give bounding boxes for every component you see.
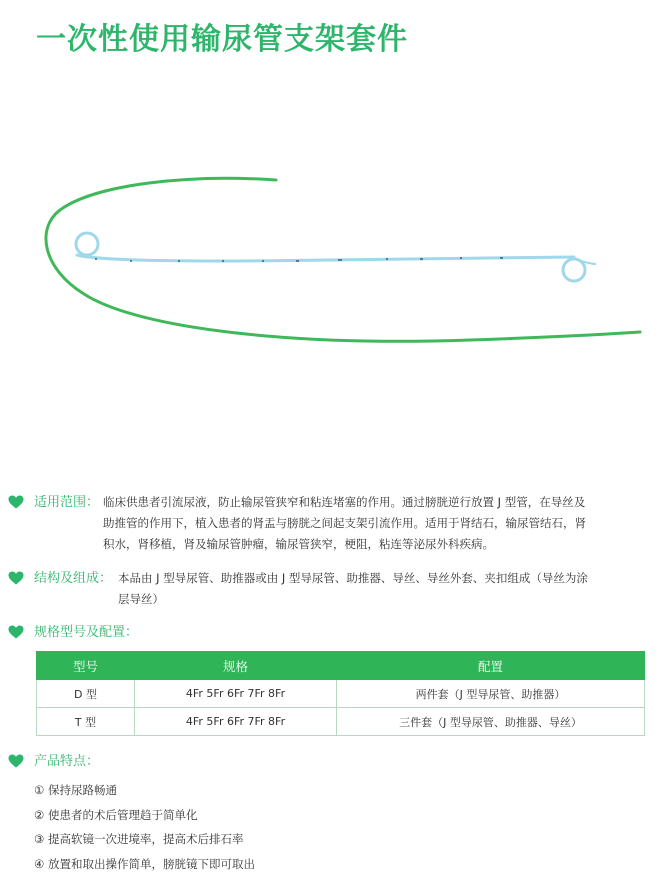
section-features bbox=[8, 751, 645, 773]
table-header-row bbox=[37, 652, 645, 680]
stent-tube bbox=[77, 255, 574, 261]
heart-icon bbox=[8, 625, 24, 639]
structure-line-2: 层导丝） bbox=[118, 592, 164, 606]
list-item: ② 使患者的术后管理趋于简单化 bbox=[34, 807, 198, 822]
section-structure bbox=[8, 568, 645, 612]
table-row bbox=[37, 708, 645, 736]
list-item: ③ 提高软镜一次进境率，提高术后排石率 bbox=[34, 832, 244, 846]
section-spec bbox=[8, 622, 645, 644]
heart-icon bbox=[8, 754, 24, 768]
stent-pigtail-right bbox=[563, 259, 585, 281]
column-header: 规格 bbox=[135, 652, 337, 680]
column-header: 型号 bbox=[37, 652, 135, 680]
section-scope bbox=[8, 492, 645, 556]
feature-list bbox=[34, 778, 255, 872]
spec-table bbox=[36, 651, 645, 736]
table-cell: T 型 bbox=[37, 708, 135, 736]
table-row bbox=[37, 680, 645, 708]
structure-line-1: 本品由 J 型导尿管、助推器或由 J 型导尿管、助推器、导丝、导丝外套、夹扣组成（导丝为涂 bbox=[118, 571, 588, 585]
column-header: 配置 bbox=[337, 652, 645, 680]
table-cell: 4Fr 5Fr 6Fr 7Fr 8Fr bbox=[135, 708, 337, 736]
section-heading: 产品特点： bbox=[34, 754, 100, 769]
list-item: ① 保持尿路畅通 bbox=[34, 783, 117, 797]
scope-line-2: 助推管的作用下，植入患者的肾盂与膀胱之间起支架引流作用。适用于肾结石，输尿管结石，肾 bbox=[103, 516, 586, 530]
scope-line-1: 临床供患者引流尿液，防止输尿管狭窄和粘连堵塞的作用。通过膀胱逆行放置 J 型管，在导丝及 bbox=[103, 495, 586, 509]
scope-line-3: 积水，肾移植，肾及输尿管肿瘤，输尿管狭窄，梗阻，粘连等泌尿外科疾病。 bbox=[103, 537, 494, 551]
table-cell: 三件套（J 型导尿管、助推器、导丝） bbox=[337, 708, 645, 736]
section-heading: 结构及组成： bbox=[34, 571, 113, 586]
list-item: ④ 放置和取出操作简单，膀胱镜下即可取出 bbox=[34, 856, 255, 871]
table-cell: 4Fr 5Fr 6Fr 7Fr 8Fr bbox=[135, 680, 337, 708]
section-heading: 规格型号及配置： bbox=[34, 625, 139, 640]
heart-icon bbox=[8, 571, 24, 585]
section-heading: 适用范围： bbox=[34, 495, 100, 510]
stent-pigtail-left bbox=[76, 233, 98, 255]
stent-illustration bbox=[0, 160, 663, 360]
table-cell: D 型 bbox=[37, 680, 135, 708]
page-title: 一次性使用输尿管支架套件 bbox=[36, 22, 408, 57]
table-cell: 两件套（J 型导尿管、助推器） bbox=[337, 680, 645, 708]
stent-tail-right bbox=[574, 259, 596, 264]
heart-icon bbox=[8, 495, 24, 509]
